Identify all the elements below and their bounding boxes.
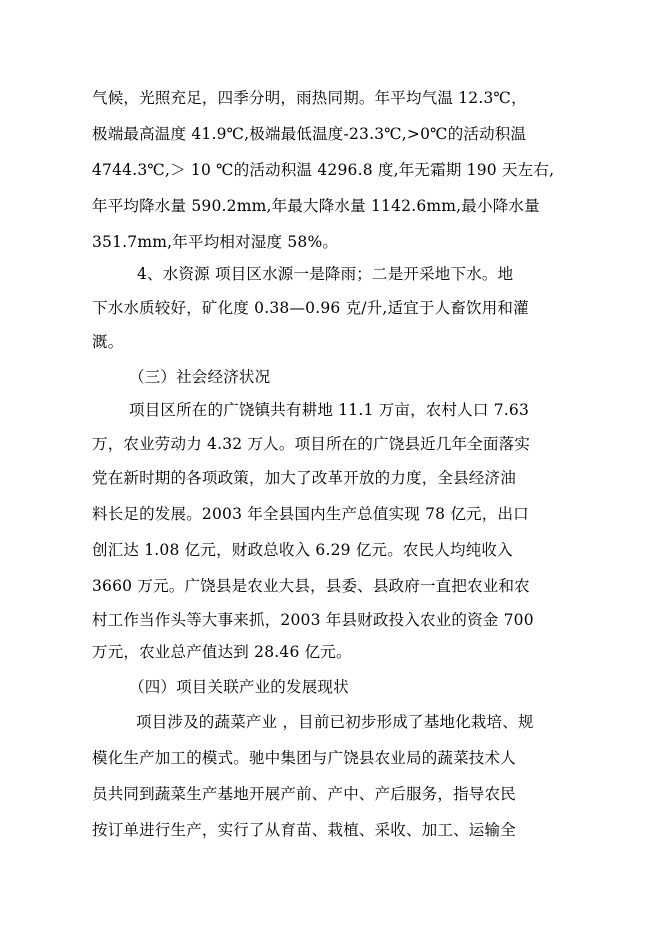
industry-line-4: 按订单进行生产，实行了从育苗、栽植、采收、加工、运输全 xyxy=(92,821,516,839)
industry-line-2: 模化生产加工的模式。驰中集团与广饶县农业局的蔬菜技术人 xyxy=(92,749,516,767)
climate-line-5: 351.7mm,年平均相对湿度 58%。 xyxy=(92,233,339,251)
climate-line-4: 年平均降水量 590.2mm,年最大降水量 1142.6mm,最小降水量 xyxy=(92,197,540,215)
section-3-heading: （三）社会经济状况 xyxy=(129,368,271,386)
economy-line-5: 创汇达 1.08 亿元，财政总收入 6.29 亿元。农民人均纯收入 xyxy=(92,541,513,559)
industry-line-1: 项目涉及的蔬菜产业 ，目前已初步形成了基地化栽培、规 xyxy=(136,713,534,731)
economy-line-4: 料长足的发展。2003 年全县国内生产总值实现 78 亿元，出口 xyxy=(92,505,529,523)
economy-line-2: 万，农业劳动力 4.32 万人。项目所在的广饶县近几年全面落实 xyxy=(92,435,531,453)
climate-line-1: 气候，光照充足，四季分明，雨热同期。年平均气温 12.3℃， xyxy=(92,89,527,107)
industry-line-3: 员共同到蔬菜生产基地开展产前、产中、产后服务，指导农民 xyxy=(92,785,516,803)
economy-line-8: 万元，农业总产值达到 28.46 亿元。 xyxy=(92,643,352,661)
water-line-2: 下水水质较好，矿化度 0.38—0.96 克/升,适宜于人畜饮用和灌 xyxy=(92,299,529,317)
water-line-1: 4、水资源 项目区水源一是降雨；二是开采地下水。地 xyxy=(137,265,514,283)
economy-line-3: 党在新时期的各项政策，加大了改革开放的力度，全县经济油 xyxy=(92,469,516,487)
economy-line-7: 村工作当作头等大事来抓，2003 年县财政投入农业的资金 700 xyxy=(92,611,534,629)
section-4-heading: （四）项目关联产业的发展现状 xyxy=(129,678,349,696)
economy-line-1: 项目区所在的广饶镇共有耕地 11.1 万亩，农村人口 7.63 xyxy=(129,401,530,419)
economy-line-6: 3660 万元。广饶县是农业大县，县委、县政府一直把农业和农 xyxy=(92,577,530,595)
water-line-3: 溉。 xyxy=(92,333,124,351)
climate-line-3: 4744.3℃,＞ 10 ℃的活动积温 4296.8 度,年无霜期 190 天左右, xyxy=(92,161,555,179)
climate-line-2: 极端最高温度 41.9℃,极端最低温度-23.3℃,>0℃的活动积温 xyxy=(92,125,527,143)
